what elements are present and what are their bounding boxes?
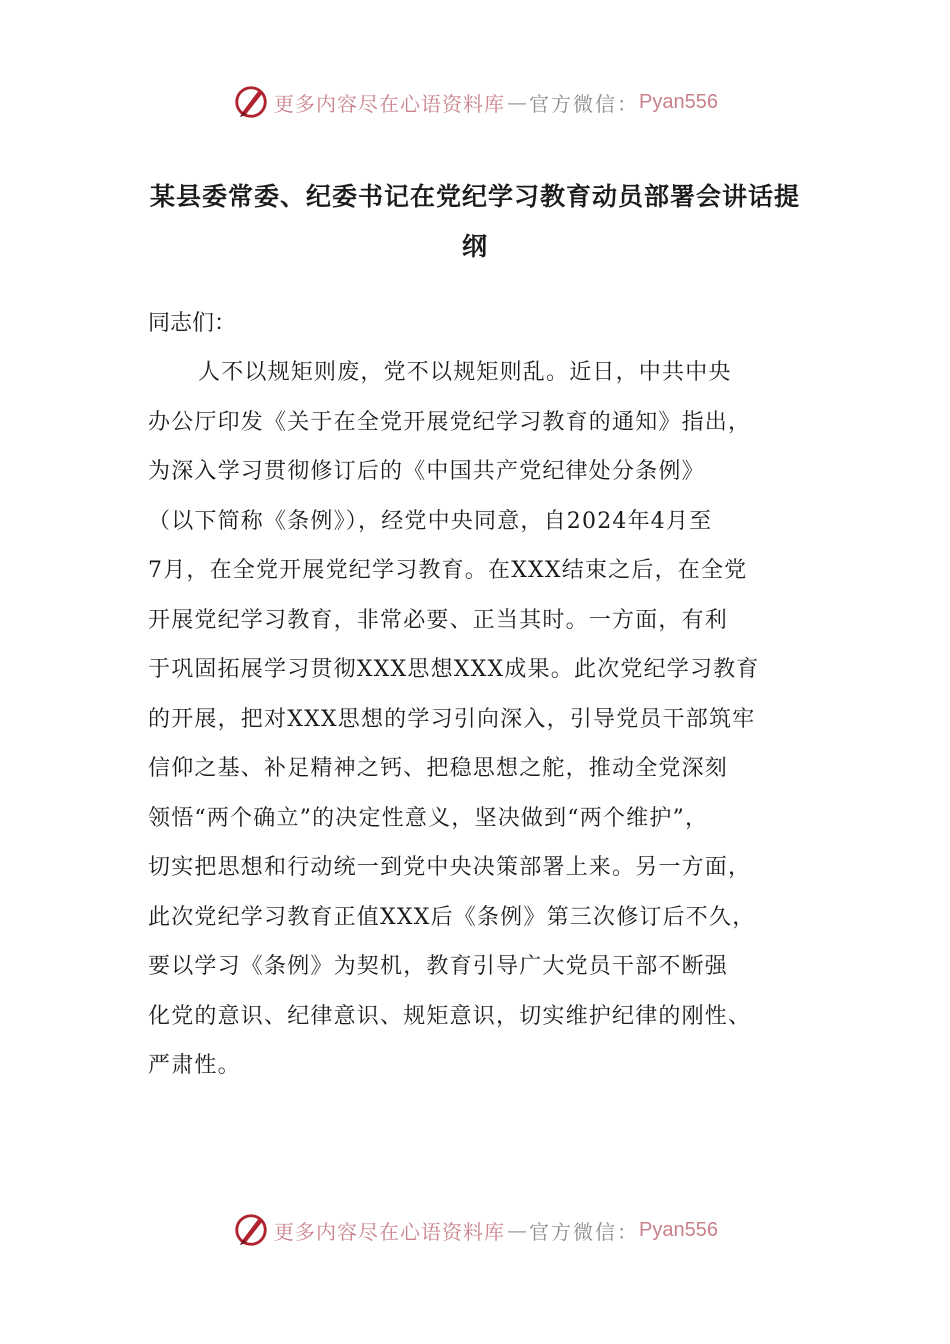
paragraph-line: 办公厅印发《关于在全党开展党纪学习教育的通知》指出， [148,409,752,435]
paragraph-line: 的开展，把对XXX思想的学习引向深入，引导党员干部筑牢 [148,706,756,732]
banner-dash: — [507,90,528,114]
paragraph-line: 开展党纪学习教育，非常必要、正当其时。一方面，有利 [148,607,729,633]
title-line-2: 纲 [461,232,488,261]
banner-text: 更多内容尽在心语资料库 [274,1219,506,1244]
banner-dash: — [507,1218,528,1242]
paragraph-line: 领悟“两个确立”的决定性意义，坚决做到“两个维护”， [148,805,709,831]
paragraph-line: 7月，在全党开展党纪学习教育。在XXX结束之后，在全党 [148,558,748,583]
pen-logo-icon [232,1211,270,1249]
paragraph-line: （以下简称《条例》），经党中央同意，自2024年4月至 [148,508,713,534]
paragraph-line: 化党的意识、纪律意识、规矩意识，切实维护纪律的刚性、 [148,1003,752,1029]
title-line-1: 某县委常委、纪委书记在党纪学习教育动员部署会讲话提 [149,182,800,211]
paragraph-line: 人不以规矩则废，党不以规矩则乱。近日，中共中央 [198,360,732,385]
greeting: 同志们： [148,311,237,336]
banner-wechat-id: Pyan556 [639,1218,718,1241]
banner-official-label: 官方微信： [529,1219,640,1244]
paragraph-line: 信仰之基、补足精神之钙、把稳思想之舵，推动全党深刻 [148,756,729,781]
body-paragraph [148,348,802,1091]
header-banner [0,80,950,124]
banner-text: 更多内容尽在心语资料库 [274,91,506,116]
banner-official-label: 官方微信： [529,91,640,116]
document-title [148,172,802,272]
footer-banner [0,1208,950,1252]
paragraph-line: 严肃性。 [148,1053,241,1078]
paragraph-line: 于巩固拓展学习贯彻XXX思想XXX成果。此次党纪学习教育 [148,657,760,682]
banner-wechat-id: Pyan556 [639,90,718,113]
paragraph-line: 要以学习《条例》为契机，教育引导广大党员干部不断强 [148,954,729,979]
paragraph-line: 此次党纪学习教育正值XXX后《条例》第三次修订后不久， [148,904,756,930]
pen-logo-icon [232,83,270,121]
paragraph-line: 为深入学习贯彻修订后的《中国共产党纪律处分条例》 [148,459,705,484]
paragraph-line: 切实把思想和行动统一到党中央决策部署上来。另一方面， [148,855,752,880]
